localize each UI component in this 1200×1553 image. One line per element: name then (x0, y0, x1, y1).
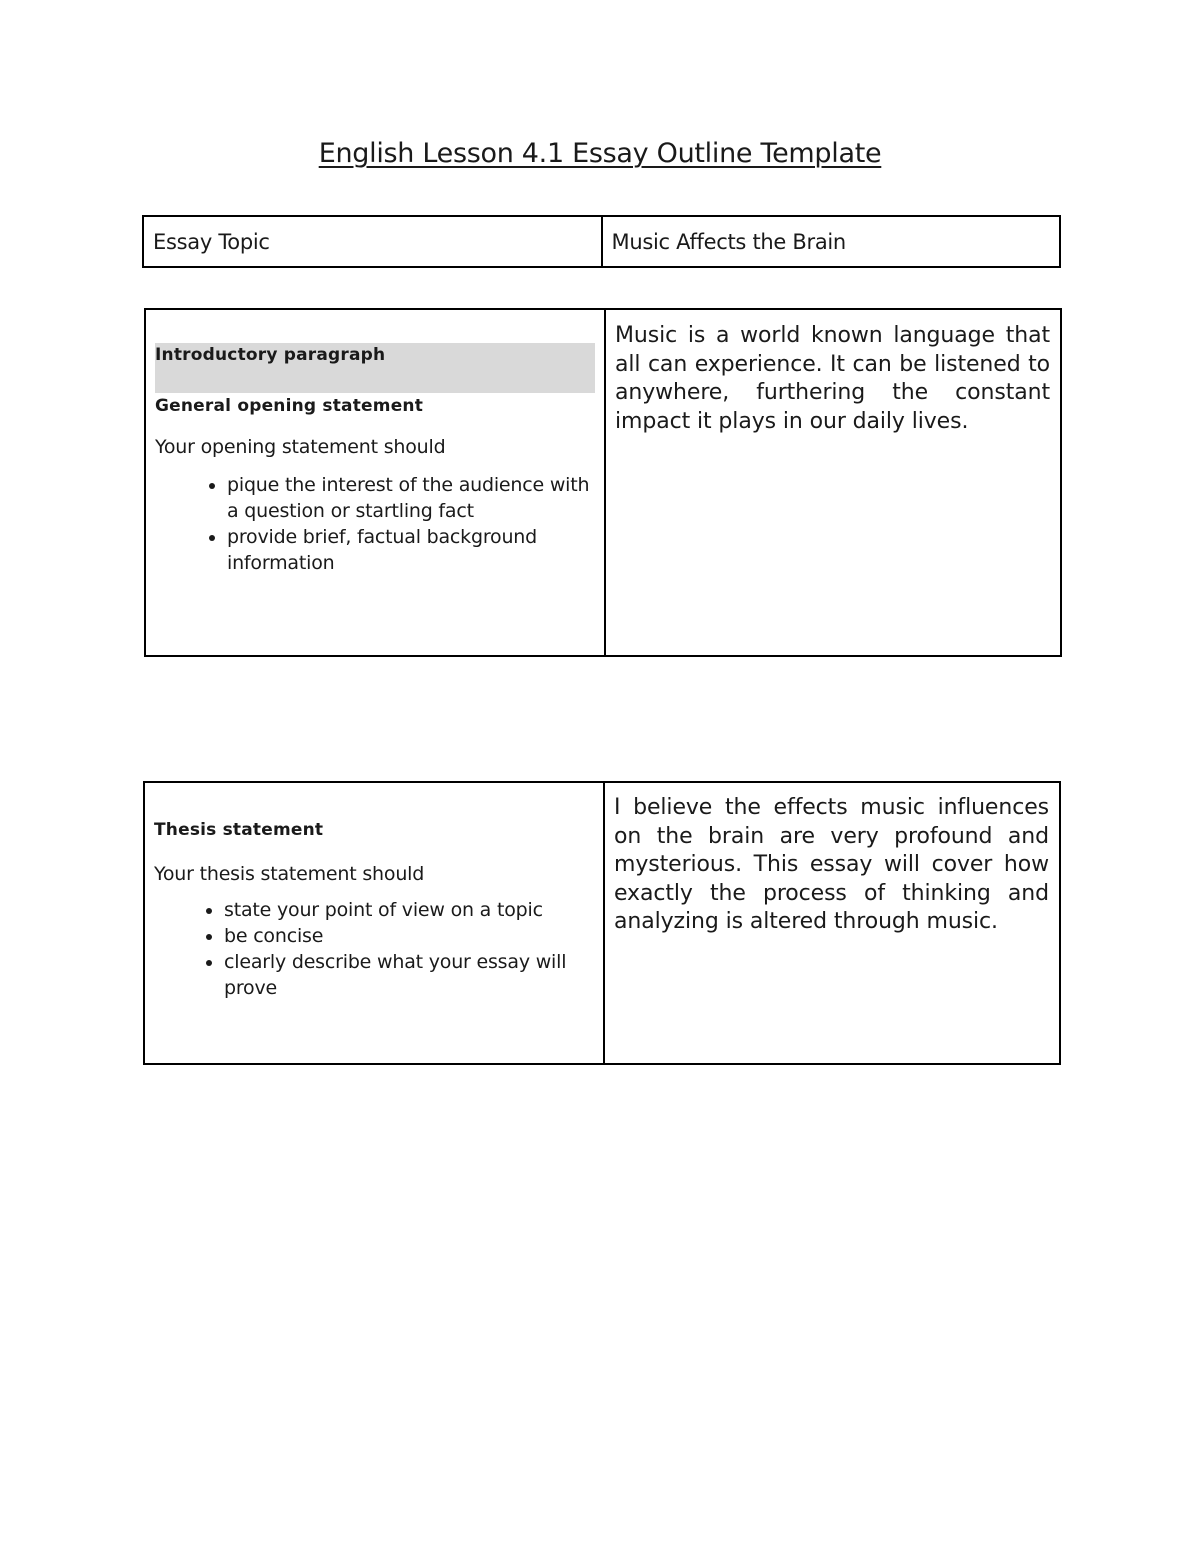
thesis-statement-bullet-list (154, 897, 594, 1001)
introductory-paragraph-row (145, 309, 1061, 656)
thesis-statement-lead: Your thesis statement should (154, 863, 425, 885)
document-title: English Lesson 4.1 Essay Outline Template (318, 138, 882, 169)
list-item: • pique the interest of the audience with a question or startling fact (227, 472, 595, 524)
introductory-answer-cell[interactable] (605, 309, 1061, 656)
introductory-answer-text: Music is a world known language that all can experience. It can be listened to anywhere, furthering the constant impact it plays in our daily lives. (615, 323, 1050, 434)
introductory-paragraph-heading: Introductory paragraph (155, 343, 595, 393)
introductory-instructions-cell (145, 309, 605, 656)
list-item: • provide brief, factual background information (227, 524, 595, 576)
introductory-paragraph-table (144, 308, 1062, 657)
opening-statement-lead: Your opening statement should (155, 436, 446, 458)
list-item: • be concise (224, 923, 594, 949)
thesis-answer-cell[interactable] (604, 782, 1060, 1064)
essay-topic-label: Essay Topic (143, 216, 602, 267)
general-opening-statement-heading: General opening statement (155, 396, 424, 416)
thesis-statement-table (143, 781, 1061, 1065)
essay-topic-table (142, 215, 1061, 268)
essay-topic-value[interactable]: Music Affects the Brain (602, 216, 1061, 267)
thesis-answer-text: I believe the effects music influences on the brain are very profound and mysterious. This essay will cover how exactly the process of thinking and analyzing is altered through music. (614, 795, 1049, 934)
opening-statement-bullet-list (155, 472, 595, 576)
essay-topic-row (143, 216, 1060, 267)
thesis-statement-row (144, 782, 1060, 1064)
list-item: • clearly describe what your essay will prove (224, 949, 594, 1001)
thesis-statement-heading: Thesis statement (154, 820, 324, 840)
thesis-instructions-cell (144, 782, 604, 1064)
list-item: • state your point of view on a topic (224, 897, 594, 923)
